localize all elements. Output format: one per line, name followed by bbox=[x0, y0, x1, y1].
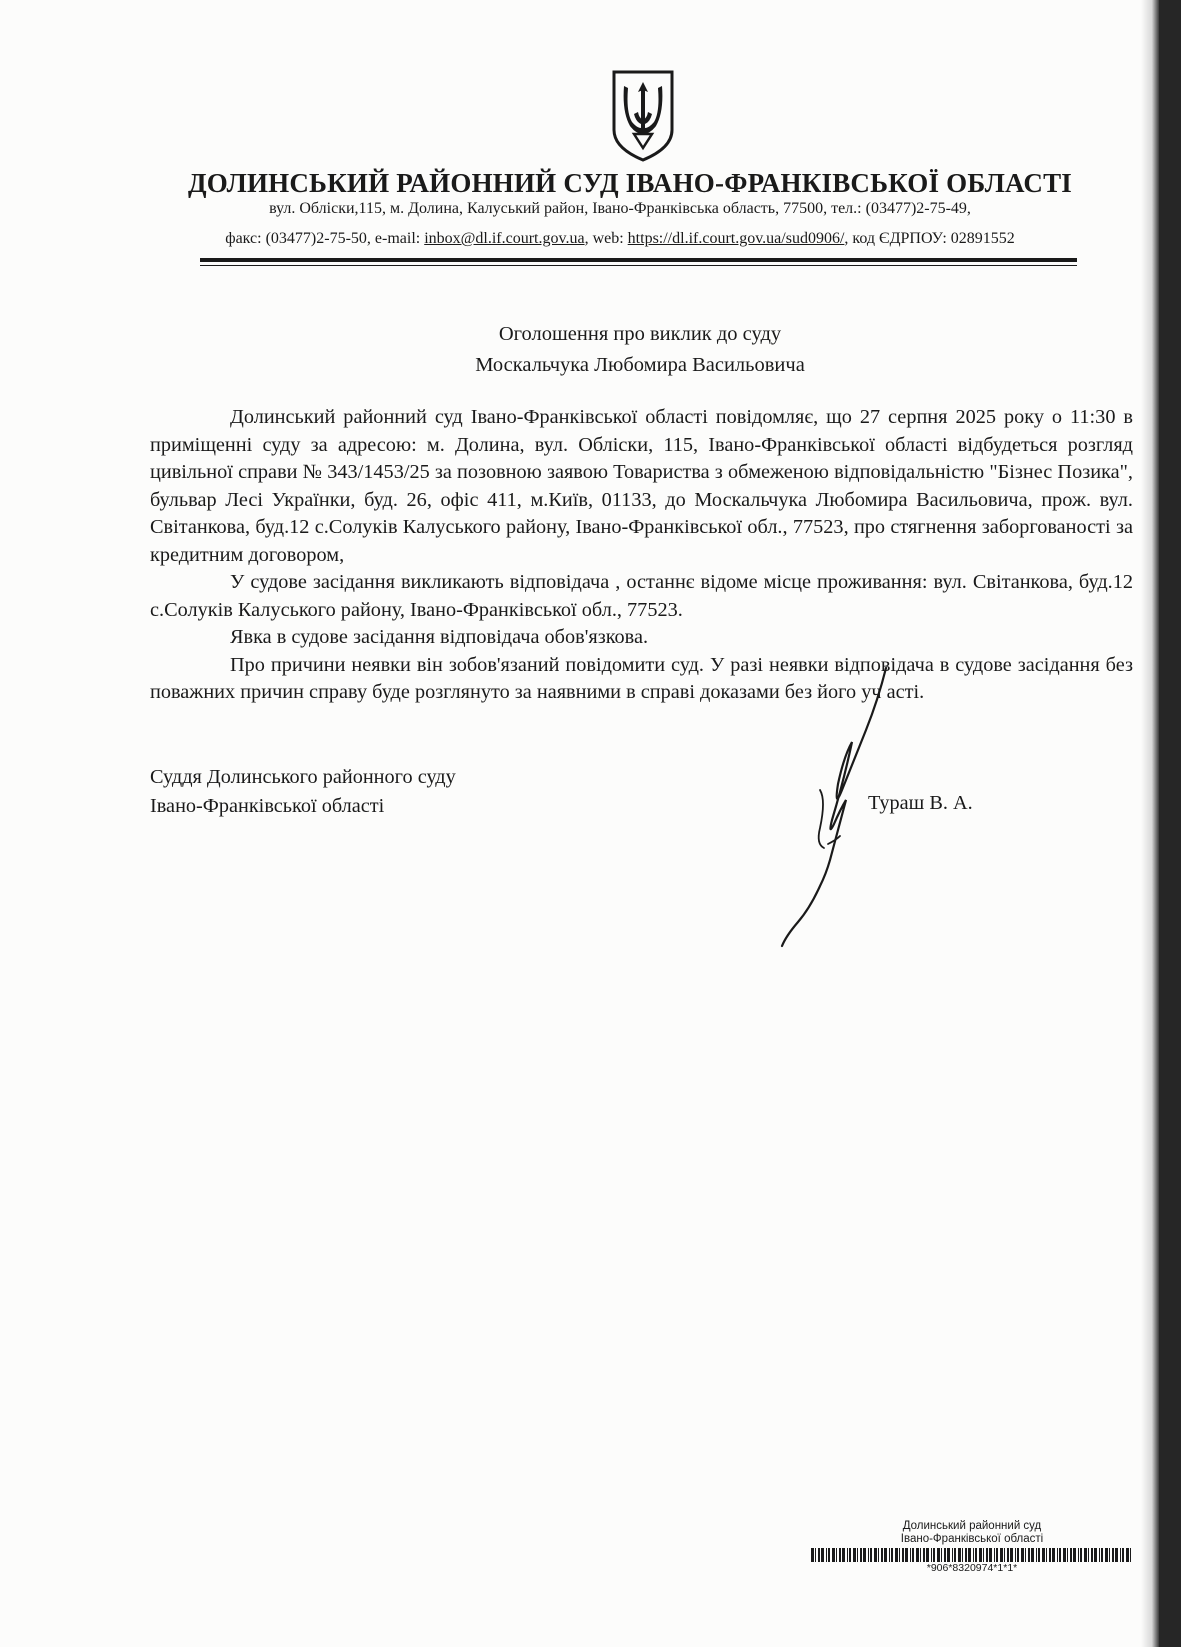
barcode-bar bbox=[1052, 1548, 1055, 1562]
edrpou-code: , код ЄДРПОУ: 02891552 bbox=[844, 230, 1015, 247]
barcode-bar bbox=[811, 1548, 814, 1562]
trident-emblem-icon bbox=[610, 68, 676, 164]
barcode-bar bbox=[899, 1548, 900, 1562]
barcode-bar bbox=[895, 1548, 898, 1562]
barcode-bar bbox=[912, 1548, 914, 1562]
barcode-bar bbox=[986, 1548, 988, 1562]
court-address: вул. Обліски,115, м. Долина, Калуський район, Івано-Франківська область, 77500, тел.: (03477)2-75-49, bbox=[269, 200, 971, 217]
barcode-bar bbox=[1017, 1548, 1019, 1562]
email-link[interactable]: inbox@dl.if.court.gov.ua bbox=[424, 230, 585, 247]
barcode-bar bbox=[979, 1548, 982, 1562]
barcode-bar bbox=[1130, 1548, 1131, 1562]
barcode-bar bbox=[1042, 1548, 1045, 1562]
registry-stamp bbox=[806, 1520, 1138, 1574]
barcode-bar bbox=[931, 1548, 932, 1562]
barcode-bar bbox=[1088, 1548, 1089, 1562]
judge-position-line: Івано-Франківської області bbox=[150, 795, 385, 817]
judge-name: Тураш В. А. bbox=[868, 792, 973, 814]
barcode-bar bbox=[965, 1548, 967, 1562]
barcode-bar bbox=[815, 1548, 816, 1562]
barcode-bar bbox=[1036, 1548, 1037, 1562]
barcode-bar bbox=[853, 1548, 856, 1562]
barcode-bar bbox=[832, 1548, 835, 1562]
barcode-bar bbox=[870, 1548, 872, 1562]
notice-title: Оголошення про виклик до суду bbox=[498, 323, 782, 345]
web-link[interactable]: https://dl.if.court.gov.ua/sud0906/ bbox=[627, 230, 845, 247]
barcode-bar bbox=[1007, 1548, 1009, 1562]
barcode-bar bbox=[849, 1548, 851, 1562]
barcode-bar bbox=[818, 1548, 820, 1562]
barcode-bar bbox=[1091, 1548, 1093, 1562]
barcode-bar bbox=[1078, 1548, 1079, 1562]
barcode-bar bbox=[952, 1548, 953, 1562]
barcode-bar bbox=[1112, 1548, 1114, 1562]
header-rule bbox=[200, 258, 1077, 262]
barcode-bar bbox=[910, 1548, 911, 1562]
judge-position-line: Суддя Долинського районного суду bbox=[150, 766, 456, 788]
barcode-bar bbox=[962, 1548, 963, 1562]
barcode-bar bbox=[868, 1548, 869, 1562]
fax-text: факс: (03477)2-75-50, e-mail: bbox=[225, 230, 425, 247]
barcode-bar bbox=[947, 1548, 950, 1562]
barcode-bar bbox=[902, 1548, 904, 1562]
barcode-bar bbox=[996, 1548, 998, 1562]
barcode-bar bbox=[1004, 1548, 1005, 1562]
barcode-bar bbox=[857, 1548, 858, 1562]
barcode-bar bbox=[1073, 1548, 1076, 1562]
barcode-bar bbox=[839, 1548, 841, 1562]
barcode-bar bbox=[1122, 1548, 1124, 1562]
barcode-bar bbox=[1126, 1548, 1129, 1562]
scan-edge-shadow bbox=[1141, 0, 1159, 1647]
barcode-bar bbox=[1031, 1548, 1034, 1562]
barcode-bar bbox=[923, 1548, 925, 1562]
stamp-line: Івано-Франківської області bbox=[900, 1533, 1044, 1545]
barcode-bar bbox=[1099, 1548, 1100, 1562]
barcode-bar bbox=[828, 1548, 830, 1562]
notice-paragraph: Долинський районний суд Івано-Франківської області повідомляє, що 27 серпня 2025 року о 11:30 в приміщенні суду за адресою: м. Долина, вул. Обліски, 115, Івано-Франківської області відбудеться розгляд цивільної справи № 343/1453/25 за позовною заявою Товариства з обмеженою відповідальністю "Бізнес Позика", бульвар Лесі Українки, буд. 26, офіс 411, м.Київ, 01133, до Москальчука Любомира Васильовича, прож. вул. Світанкова, буд.12 с.Солуків Калуського району, Івано-Франківської обл., 77523, про стягнення заборгованості за кредитним договором, bbox=[150, 406, 1133, 566]
barcode-bar bbox=[1010, 1548, 1013, 1562]
barcode-bar bbox=[860, 1548, 862, 1562]
barcode-bar bbox=[944, 1548, 946, 1562]
barcode-bar bbox=[1049, 1548, 1051, 1562]
notice-subject: Москальчука Любомира Васильовича bbox=[475, 354, 805, 376]
barcode-bar bbox=[1057, 1548, 1058, 1562]
barcode-bar bbox=[1067, 1548, 1068, 1562]
notice-body bbox=[150, 404, 1133, 707]
barcode-bar bbox=[933, 1548, 935, 1562]
barcode-bar bbox=[1015, 1548, 1016, 1562]
court-name: ДОЛИНСЬКИЙ РАЙОННИЙ СУД ІВАНО-ФРАНКІВСЬКОЇ ОБЛАСТІ bbox=[188, 168, 1072, 198]
barcode-bar bbox=[1046, 1548, 1047, 1562]
barcode-bar bbox=[968, 1548, 971, 1562]
notice-paragraph: Про причини неявки він зобов'язаний повідомити суд. У разі неявки відповідача в судове засідання без поважних причин справу буде розглянуто за наявними в справі доказами без його уч асті. bbox=[150, 653, 1133, 703]
barcode-bar bbox=[1109, 1548, 1110, 1562]
barcode-bar bbox=[994, 1548, 995, 1562]
barcode-bar bbox=[975, 1548, 977, 1562]
barcode-bar bbox=[1105, 1548, 1108, 1562]
barcode-bar bbox=[937, 1548, 940, 1562]
barcode-bar bbox=[1070, 1548, 1072, 1562]
barcode-bar bbox=[1080, 1548, 1082, 1562]
barcode-bar bbox=[1028, 1548, 1030, 1562]
barcode-bar bbox=[826, 1548, 827, 1562]
judge-position bbox=[150, 763, 456, 821]
barcode-bar bbox=[1063, 1548, 1066, 1562]
barcode-bar bbox=[941, 1548, 942, 1562]
barcode-bar bbox=[1021, 1548, 1024, 1562]
barcode-bar bbox=[905, 1548, 908, 1562]
barcode-bar bbox=[1038, 1548, 1040, 1562]
barcode-bar bbox=[847, 1548, 848, 1562]
barcode-icon bbox=[811, 1548, 1133, 1562]
barcode-bar bbox=[1000, 1548, 1003, 1562]
barcode-bar bbox=[983, 1548, 984, 1562]
barcode-bar bbox=[863, 1548, 866, 1562]
barcode-bar bbox=[889, 1548, 890, 1562]
barcode-bar bbox=[920, 1548, 921, 1562]
notice-paragraph: Явка в судове засідання відповідача обов'язкова. bbox=[230, 626, 649, 648]
barcode-bar bbox=[1120, 1548, 1121, 1562]
stamp-line: Долинський районний суд bbox=[902, 1520, 1042, 1532]
barcode-bar bbox=[891, 1548, 893, 1562]
barcode-bar bbox=[874, 1548, 877, 1562]
barcode-bar bbox=[1115, 1548, 1118, 1562]
barcode-bar bbox=[926, 1548, 929, 1562]
notice-paragraph: У судове засідання викликають відповідача , останнє відоме місце проживання: вул. Світанкова, буд.12 с.Солуків Калуського району, Івано-Франківської обл., 77523. bbox=[150, 571, 1133, 621]
barcode-bar bbox=[884, 1548, 887, 1562]
barcode-bar bbox=[1059, 1548, 1061, 1562]
barcode-bar bbox=[958, 1548, 961, 1562]
barcode-bar bbox=[954, 1548, 956, 1562]
barcode-text: *906*8320974*1*1* bbox=[926, 1562, 1018, 1574]
court-contacts bbox=[120, 230, 1120, 248]
web-prefix: , web: bbox=[584, 230, 628, 247]
barcode-bar bbox=[989, 1548, 992, 1562]
barcode-bar bbox=[836, 1548, 837, 1562]
barcode-bar bbox=[1025, 1548, 1026, 1562]
barcode-bar bbox=[878, 1548, 879, 1562]
barcode-bar bbox=[881, 1548, 883, 1562]
header-rule-thin bbox=[200, 265, 1077, 266]
barcode-bar bbox=[973, 1548, 974, 1562]
barcode-bar bbox=[1094, 1548, 1097, 1562]
barcode-bar bbox=[842, 1548, 845, 1562]
barcode-bar bbox=[916, 1548, 919, 1562]
barcode-bar bbox=[1084, 1548, 1087, 1562]
barcode-bar bbox=[1101, 1548, 1103, 1562]
barcode-bar bbox=[821, 1548, 824, 1562]
